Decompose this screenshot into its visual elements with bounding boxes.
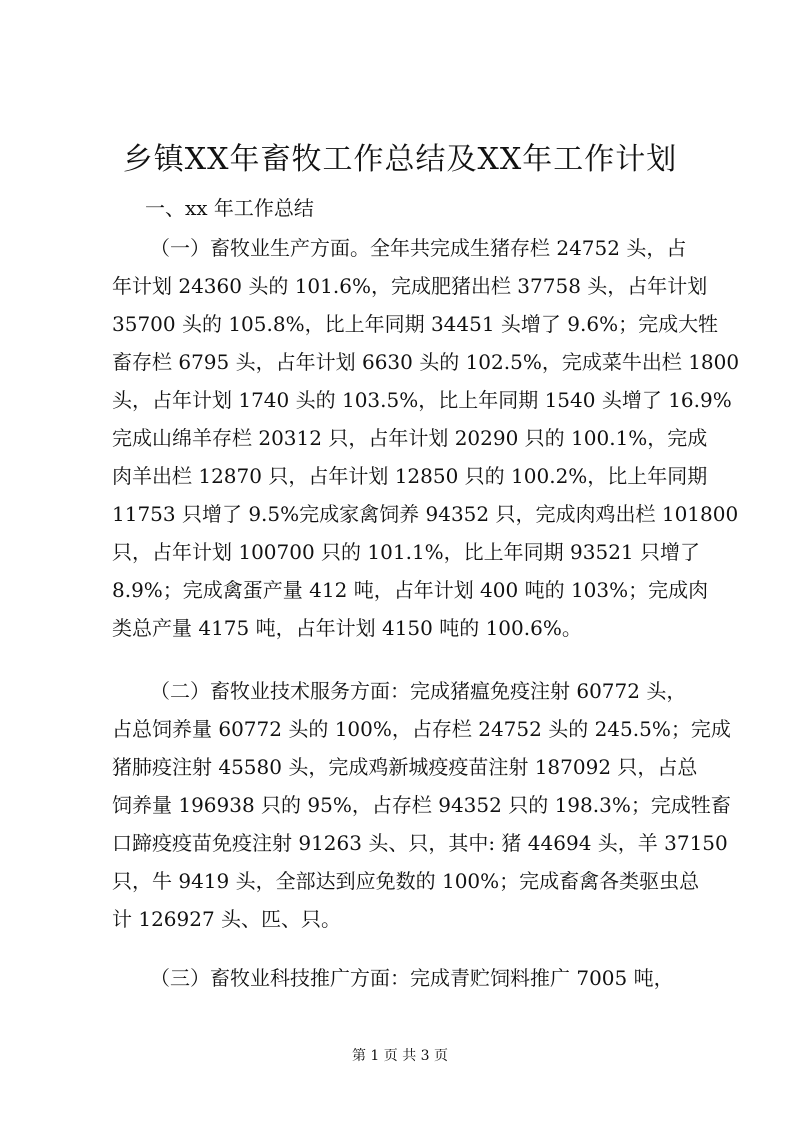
paragraph-2-line: 占总饲养量 60772 头的 100%，占存栏 24752 头的 245.5%；完成: [112, 717, 731, 741]
paragraph-1-line: 只，占年计划 100700 只的 101.1%，比上年同期 93521 只增了: [112, 540, 701, 564]
paragraph-1-line: 完成山绵羊存栏 20312 只，占年计划 20290 只的 100.1%，完成: [112, 426, 708, 450]
paragraph-2-line: 计 126927 头、匹、只。: [112, 907, 342, 931]
paragraph-1-line: 肉羊出栏 12870 只，占年计划 12850 只的 100.2%，比上年同期: [112, 464, 708, 488]
paragraph-2-line: （二）畜牧业技术服务方面：完成猪瘟免疫注射 60772 头，: [150, 679, 687, 703]
paragraph-2-line: 只，牛 9419 头，全部达到应免数的 100%；完成畜禽各类驱虫总: [112, 869, 700, 893]
paragraph-1-line: 畜存栏 6795 头，占年计划 6630 头的 102.5%，完成菜牛出栏 1800: [112, 350, 740, 374]
paragraph-1-line: 11753 只增了 9.5%完成家禽饲养 94352 只，完成肉鸡出栏 101800: [112, 502, 739, 526]
paragraph-1-line: 头，占年计划 1740 头的 103.5%，比上年同期 1540 头增了 16.9%: [112, 388, 732, 412]
paragraph-1-line: 8.9%；完成禽蛋产量 412 吨，占年计划 400 吨的 103%；完成肉: [112, 578, 709, 602]
paragraph-1-line: 类总产量 4175 吨，占年计划 4150 吨的 100.6%。: [112, 616, 582, 640]
paragraph-2-line: 猪肺疫注射 45580 头，完成鸡新城疫疫苗注射 187092 只，占总: [112, 755, 698, 779]
paragraph-1-line: （一）畜牧业生产方面。全年共完成生猪存栏 24752 头，占: [150, 236, 687, 260]
paragraph-1-line: 年计划 24360 头的 101.6%，完成肥猪出栏 37758 头，占年计划: [112, 274, 708, 298]
page-footer: 第 1 页 共 3 页: [351, 1048, 449, 1064]
paragraph-3-line: （三）畜牧业科技推广方面：完成青贮饲料推广 7005 吨，: [150, 966, 674, 990]
paragraph-2-line: 饲养量 196938 只的 95%，占存栏 94352 只的 198.3%；完成牲畜: [112, 793, 731, 817]
paragraph-2-line: 口蹄疫疫苗免疫注射 91263 头、只，其中: 猪 44694 头，羊 37150: [112, 831, 728, 855]
document-title: 乡镇XX年畜牧工作总结及XX年工作计划: [122, 142, 678, 177]
section-heading: 一、xx 年工作总结: [145, 196, 314, 220]
paragraph-1-line: 35700 头的 105.8%，比上年同期 34451 头增了 9.6%；完成大牲: [112, 312, 719, 336]
